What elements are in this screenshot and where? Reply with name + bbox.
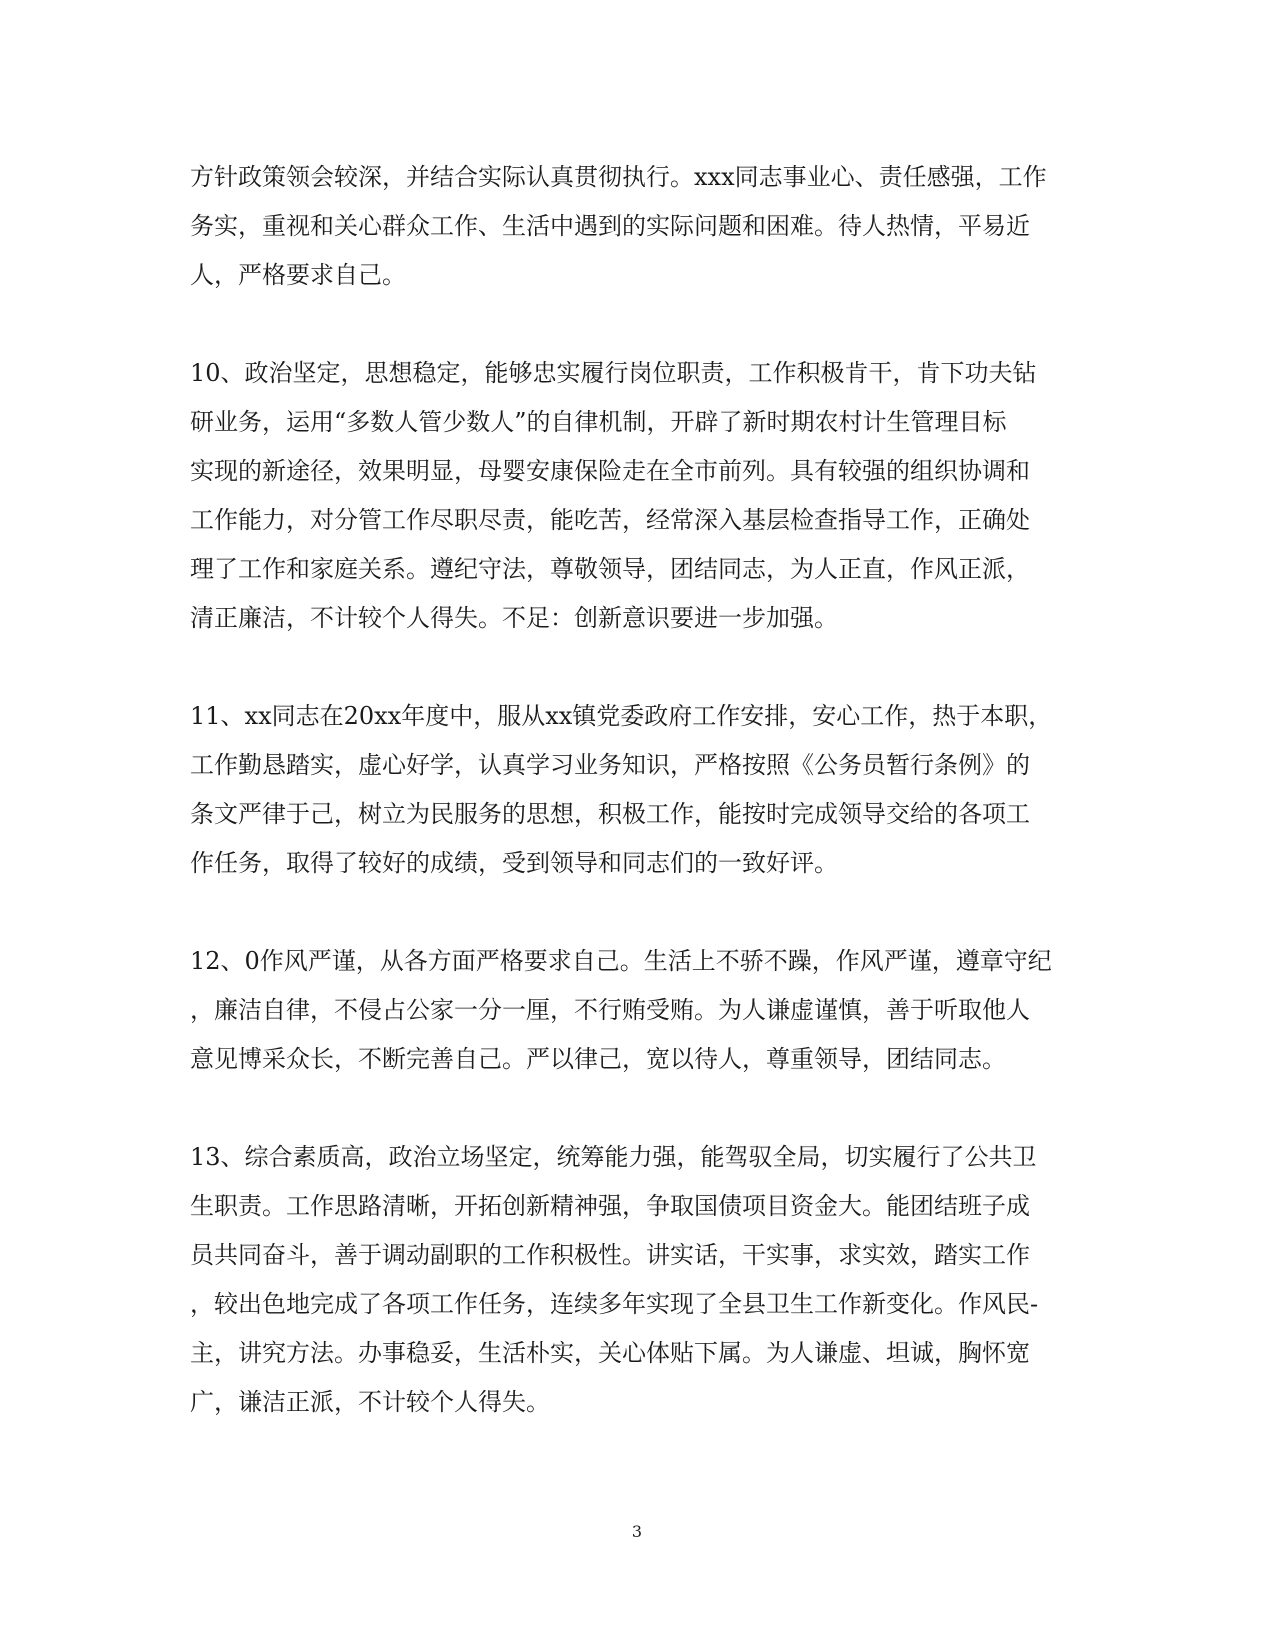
text-line: 工作勤恳踏实，虚心好学，认真学习业务知识，严格按照《公务员暂行条例》的	[190, 751, 1030, 779]
text-line: 清正廉洁，不计较个人得失。不足：创新意识要进一步加强。	[190, 604, 838, 632]
paragraph	[190, 937, 1080, 1084]
text-line: 作任务，取得了较好的成绩，受到领导和同志们的一致好评。	[190, 849, 838, 877]
text-line: 员共同奋斗，善于调动副职的工作积极性。讲实话，干实事，求实效，踏实工作	[190, 1241, 1030, 1269]
page-number: 3	[631, 1522, 643, 1541]
text-line: 条文严律于己，树立为民服务的思想，积极工作，能按时完成领导交给的各项工	[190, 800, 1030, 828]
text-line: 方针政策领会较深，并结合实际认真贯彻执行。xxx同志事业心、责任感强，工作	[190, 163, 1047, 191]
paragraph	[190, 692, 1080, 888]
paragraph	[190, 153, 1080, 300]
document-body	[190, 153, 1080, 1476]
text-line: 研业务，运用“多数人管少数人”的自律机制，开辟了新时期农村计生管理目标	[190, 408, 1007, 436]
text-line: 实现的新途径，效果明显，母婴安康保险走在全市前列。具有较强的组织协调和	[190, 457, 1030, 485]
paragraph	[190, 349, 1080, 643]
text-line: 务实，重视和关心群众工作、生活中遇到的实际问题和困难。待人热情，平易近	[190, 212, 1030, 240]
text-line: 10、政治坚定，思想稳定，能够忠实履行岗位职责，工作积极肯干，肯下功夫钻	[190, 359, 1037, 387]
text-line: 人，严格要求自己。	[190, 261, 406, 289]
text-line: 13、综合素质高，政治立场坚定，统筹能力强，能驾驭全局，切实履行了公共卫	[190, 1143, 1037, 1171]
paragraph	[190, 1133, 1080, 1427]
text-line: 11、xx同志在20xx年度中，服从xx镇党委政府工作安排，安心工作，热于本职，	[190, 702, 1053, 730]
text-line: 12、0作风严谨，从各方面严格要求自己。生活上不骄不躁，作风严谨，遵章守纪	[190, 947, 1052, 975]
text-line: ，较出色地完成了各项工作任务，连续多年实现了全县卫生工作新变化。作风民-	[190, 1290, 1039, 1318]
text-line: 广，谦洁正派，不计较个人得失。	[190, 1388, 550, 1416]
text-line: 意见博采众长，不断完善自己。严以律己，宽以待人，尊重领导，团结同志。	[190, 1045, 1006, 1073]
text-line: 主，讲究方法。办事稳妥，生活朴实，关心体贴下属。为人谦虚、坦诚，胸怀宽	[190, 1339, 1030, 1367]
text-line: 生职责。工作思路清晰，开拓创新精神强，争取国债项目资金大。能团结班子成	[190, 1192, 1030, 1220]
text-line: 理了工作和家庭关系。遵纪守法，尊敬领导，团结同志，为人正直，作风正派，	[190, 555, 1030, 583]
text-line: ，廉洁自律，不侵占公家一分一厘，不行贿受贿。为人谦虚谨慎，善于听取他人	[190, 996, 1030, 1024]
text-line: 工作能力，对分管工作尽职尽责，能吃苦，经常深入基层检查指导工作，正确处	[190, 506, 1030, 534]
